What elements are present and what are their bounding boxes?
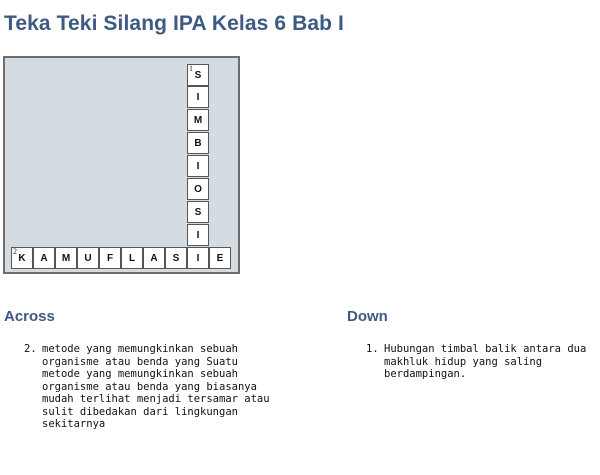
cell-letter: A (150, 252, 158, 264)
cell-letter: E (216, 252, 224, 264)
cell-letter: I (196, 160, 200, 172)
cell-letter: L (128, 252, 136, 264)
grid-cell-across-2-5[interactable] (99, 247, 121, 269)
cell-letter: I (196, 252, 200, 264)
cell-letter: S (172, 252, 180, 264)
cell-letter: I (196, 91, 200, 103)
across-heading: Across (4, 308, 55, 325)
clue-number: 1. (366, 343, 379, 355)
cell-letter: A (40, 252, 48, 264)
grid-cell-across-2-7[interactable] (143, 247, 165, 269)
cell-letter: U (84, 252, 92, 264)
crossword-grid (3, 56, 240, 274)
cell-letter: M (61, 252, 71, 264)
cell-letter: I (196, 229, 200, 241)
cell-letter: S (194, 69, 202, 81)
clue-number-1: 1 (189, 64, 193, 73)
grid-cell-across-2-3[interactable] (55, 247, 77, 269)
grid-cell-down-1-8[interactable] (187, 224, 209, 246)
cell-letter: O (194, 183, 202, 195)
grid-cell-across-2-8[interactable] (165, 247, 187, 269)
down-clue-item (366, 343, 592, 381)
grid-cell-down-1-2[interactable] (187, 86, 209, 108)
grid-cell-intersection[interactable] (187, 247, 209, 269)
grid-cell-down-1-6[interactable] (187, 178, 209, 200)
clue-number: 2. (24, 343, 37, 355)
down-heading: Down (347, 308, 388, 325)
grid-cell-across-2-4[interactable] (77, 247, 99, 269)
grid-cell-down-1-7[interactable] (187, 201, 209, 223)
cell-letter: M (193, 114, 203, 126)
grid-cell-across-2-9[interactable] (209, 247, 231, 269)
cell-letter: F (106, 252, 114, 264)
clue-number-2: 2 (13, 247, 17, 256)
cell-letter: B (194, 137, 202, 149)
page-title: Teka Teki Silang IPA Kelas 6 Bab I (4, 12, 344, 35)
across-clue-list (24, 343, 274, 431)
grid-cell-down-1-1[interactable] (187, 64, 209, 86)
cell-letter: S (194, 206, 202, 218)
clue-text: metode yang memungkinkan sebuah organisme atau benda yang Suatu metode yang memungkinkan sebuah organisme atau benda yang biasanya mudah terlihat menjadi tersamar atau sulit dibedakan dari lingkungan sekitarnya (42, 343, 270, 430)
grid-cell-across-2-1[interactable] (11, 247, 33, 269)
grid-cell-down-1-3[interactable] (187, 109, 209, 131)
grid-cell-across-2-6[interactable] (121, 247, 143, 269)
grid-cell-down-1-4[interactable] (187, 132, 209, 154)
grid-cell-down-1-5[interactable] (187, 155, 209, 177)
down-clue-list (366, 343, 592, 381)
across-clue-item (24, 343, 274, 431)
clue-text: Hubungan timbal balik antara dua makhluk hidup yang saling berdampingan. (384, 343, 587, 380)
cell-letter: K (18, 252, 26, 264)
grid-cell-across-2-2[interactable] (33, 247, 55, 269)
